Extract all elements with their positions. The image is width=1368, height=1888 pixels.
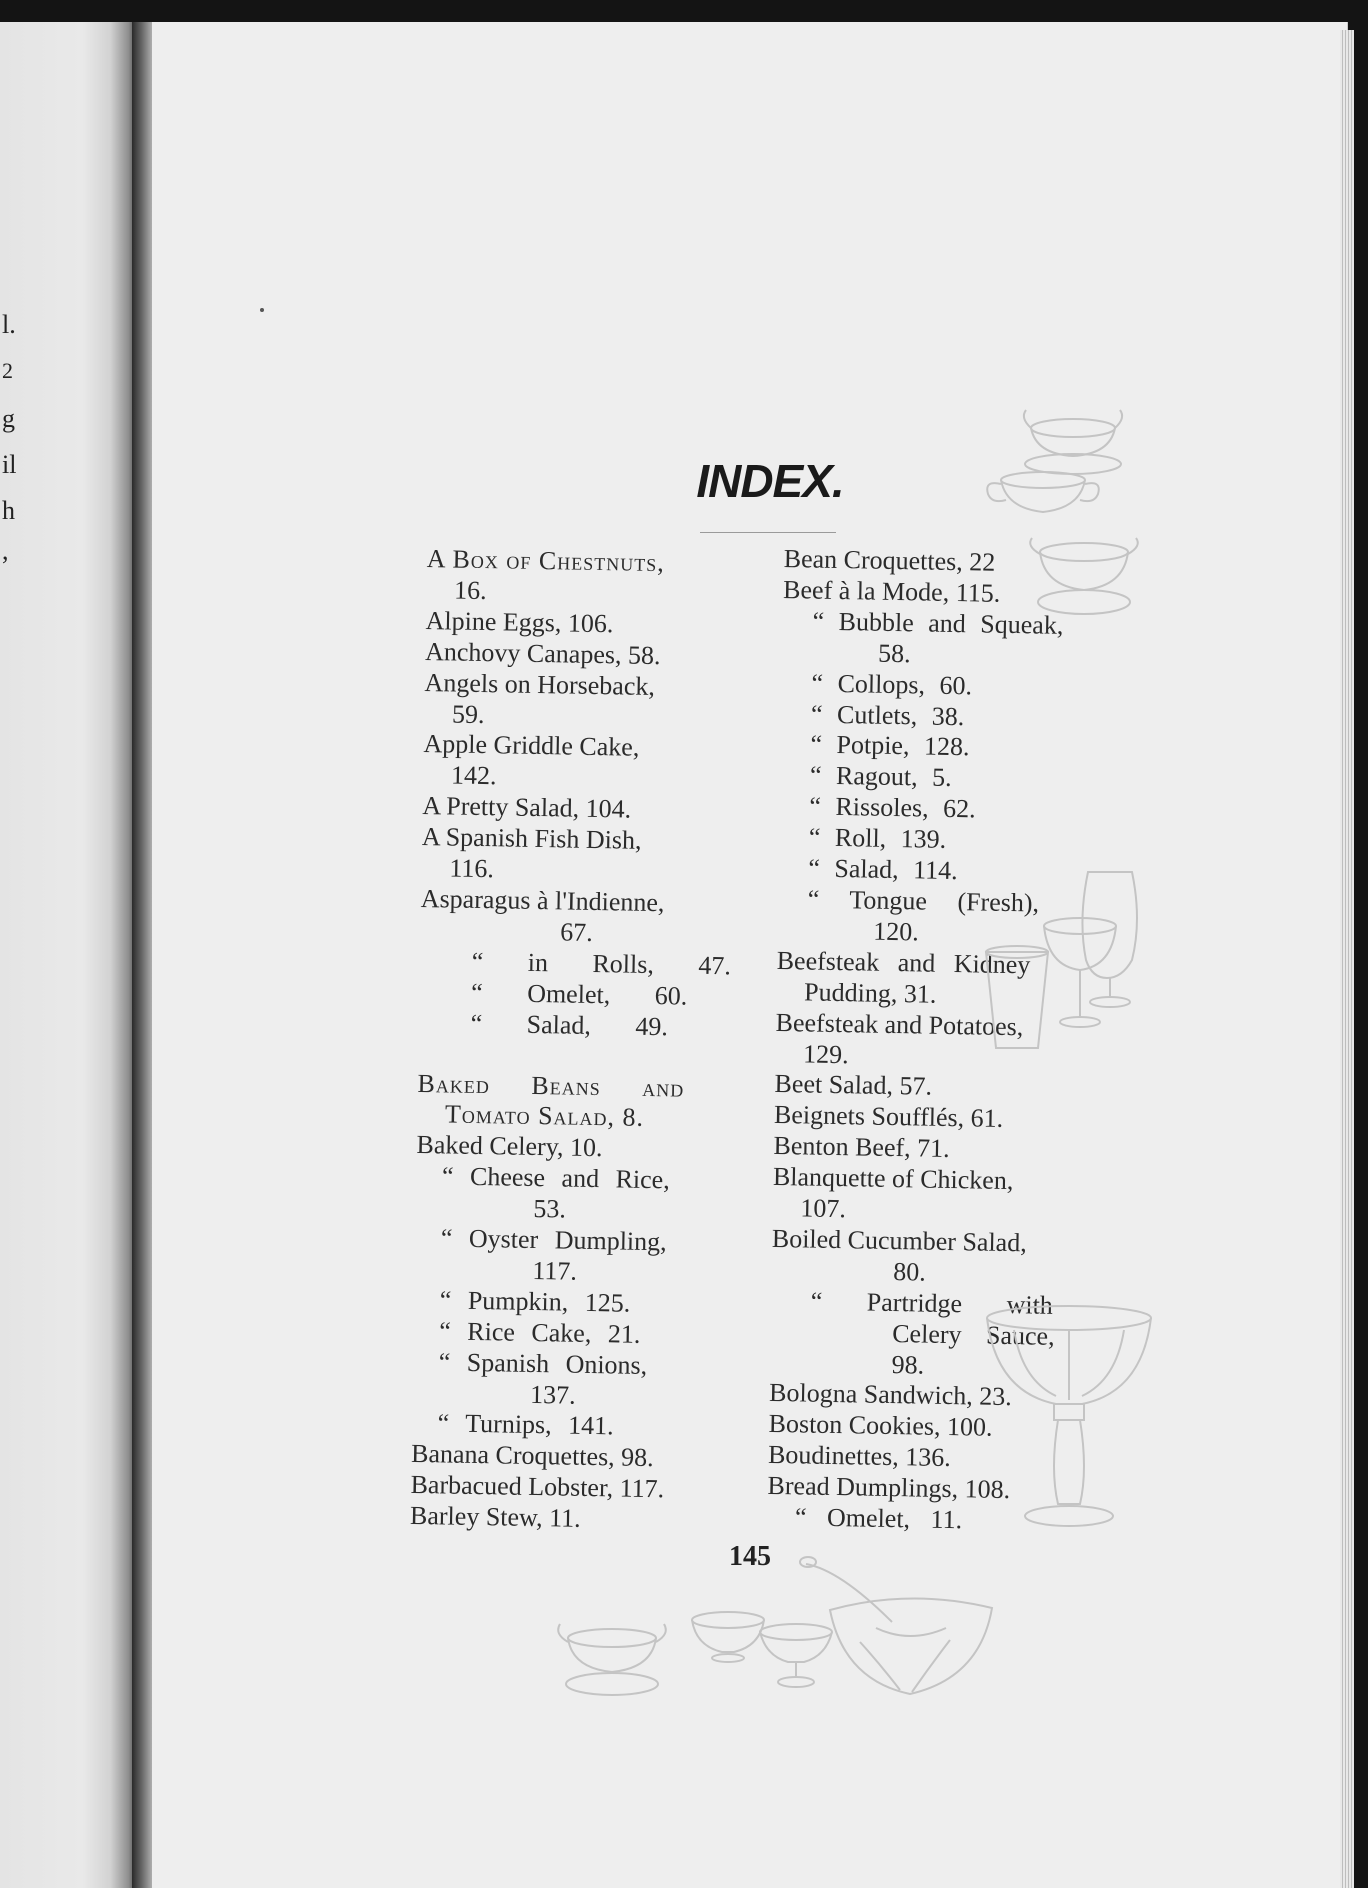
index-entry: Boston Cookies, 100. (768, 1409, 993, 1443)
page-number: 145 (729, 1541, 771, 1572)
index-entry: Beef à la Mode, 115. (782, 574, 1001, 608)
index-entry: 120. (873, 916, 920, 947)
index-entry: Alpine Eggs, 106. (425, 605, 614, 639)
index-entry: Celery Sauce, (891, 1318, 1055, 1351)
index-entry: Apple Griddle Cake, (423, 729, 640, 763)
index-entry: 129. (802, 1038, 849, 1069)
index-entry: Barley Stew, 11. (409, 1501, 581, 1534)
index-entry: 67. (559, 917, 594, 947)
index-entry: Baked Celery, 10. (416, 1130, 603, 1163)
index-entry: 53. (533, 1194, 567, 1224)
index-entry: Tomato Salad, 8. (444, 1099, 645, 1133)
index-entry: Anchovy Canapes, 58. (424, 636, 661, 670)
facing-page-fragment: il (2, 450, 17, 479)
index-entry: 116. (449, 853, 495, 884)
index-entry: 98. (891, 1349, 925, 1380)
index-entry: 58. (877, 638, 911, 668)
index-entry: Beefsteak and Potatoes, (775, 1007, 1024, 1041)
index-entry: “ in Rolls, 47. (471, 946, 732, 981)
bowl-illustration (978, 460, 1108, 530)
facing-page-edge (0, 22, 138, 1888)
index-entry: Asparagus à l'Indienne, (420, 883, 665, 918)
index-entry: Bread Dumplings, 108. (767, 1471, 1011, 1505)
index-entry: “ Potpie, 128. (810, 729, 970, 762)
page-stack-edges (1340, 30, 1354, 1888)
index-entry: “ Turnips, 141. (437, 1408, 614, 1441)
facing-page-fragment: h (2, 496, 15, 525)
facing-page-fragment: 2 (2, 358, 13, 383)
index-entry: “ Bubble and Squeak, (812, 606, 1064, 640)
index-entry: “ Omelet, 11. (794, 1502, 963, 1535)
index-entry: A Pretty Salad, 104. (422, 791, 632, 824)
index-entry: 59. (451, 698, 485, 729)
index-entry: 117. (532, 1255, 578, 1286)
index-entry: Banana Croquettes, 98. (410, 1439, 654, 1473)
index-entry: A Box of Chestnuts, (426, 544, 666, 578)
ink-speck (260, 308, 264, 312)
title-divider (700, 532, 836, 533)
index-page (152, 22, 1348, 1888)
index-entry: Boudinettes, 136. (767, 1440, 952, 1473)
index-entry: “ Partridge with (810, 1286, 1054, 1320)
index-entry: “ Tongue (Fresh), (807, 884, 1040, 918)
index-entry: Pudding, 31. (803, 977, 937, 1009)
cream-bowl-illustration (552, 1602, 672, 1702)
index-entry: 16. (453, 575, 487, 605)
index-entry: “ Spanish Onions, (438, 1346, 648, 1380)
index-entry: 80. (893, 1256, 927, 1287)
index-entry: “ Oyster Dumpling, (440, 1223, 667, 1257)
facing-page-fragment: l. (2, 310, 16, 339)
index-entry: “ Cutlets, 38. (810, 699, 965, 731)
index-entry: 137. (529, 1379, 576, 1410)
index-entry: Beignets Soufflés, 61. (773, 1100, 1004, 1134)
index-entry: Barbacued Lobster, 117. (410, 1470, 665, 1504)
index-entry: Blanquette of Chicken, (772, 1162, 1014, 1196)
index-entry: “ Cheese and Rice, (441, 1161, 671, 1195)
sugar-bowl-illustration (1024, 522, 1144, 632)
index-entry: 142. (450, 760, 497, 791)
index-entry: Bologna Sandwich, 23. (768, 1378, 1013, 1412)
index-entry: Benton Beef, 71. (773, 1131, 950, 1164)
index-entry: Angels on Horseback, (424, 667, 656, 701)
facing-page-fragment: , (2, 536, 9, 565)
page-title: INDEX. (696, 455, 844, 507)
index-entry: Baked Beans and (417, 1068, 685, 1103)
punch-bowl-illustration (800, 1544, 1000, 1704)
index-entry: “ Salad, 49. (470, 1008, 669, 1041)
index-entry: A Spanish Fish Dish, (421, 822, 642, 855)
index-entry: “ Omelet, 60. (470, 977, 688, 1011)
index-entry: “ Ragout, 5. (809, 760, 952, 793)
index-entry: “ Collops, 60. (811, 668, 973, 700)
index-entry: 107. (800, 1193, 847, 1224)
index-entry: “ Rissoles, 62. (809, 791, 976, 824)
compote-illustration (974, 1300, 1164, 1540)
index-entry: Bean Croquettes, 22 (783, 544, 996, 577)
facing-page-fragment: g (2, 404, 15, 433)
index-entry: “ Salad, 114. (808, 853, 958, 886)
index-column-left (410, 544, 757, 1538)
index-entry: Beefsteak and Kidney (776, 945, 1031, 980)
glassware-illustration (982, 860, 1152, 1060)
index-entry: “ Pumpkin, 125. (439, 1285, 631, 1318)
index-entry: Boiled Cucumber Salad, (771, 1223, 1028, 1258)
index-entry: “ Roll, 139. (808, 822, 947, 855)
index-entry: “ Rice Cake, 21. (439, 1316, 641, 1349)
index-entry: Beet Salad, 57. (774, 1069, 933, 1102)
